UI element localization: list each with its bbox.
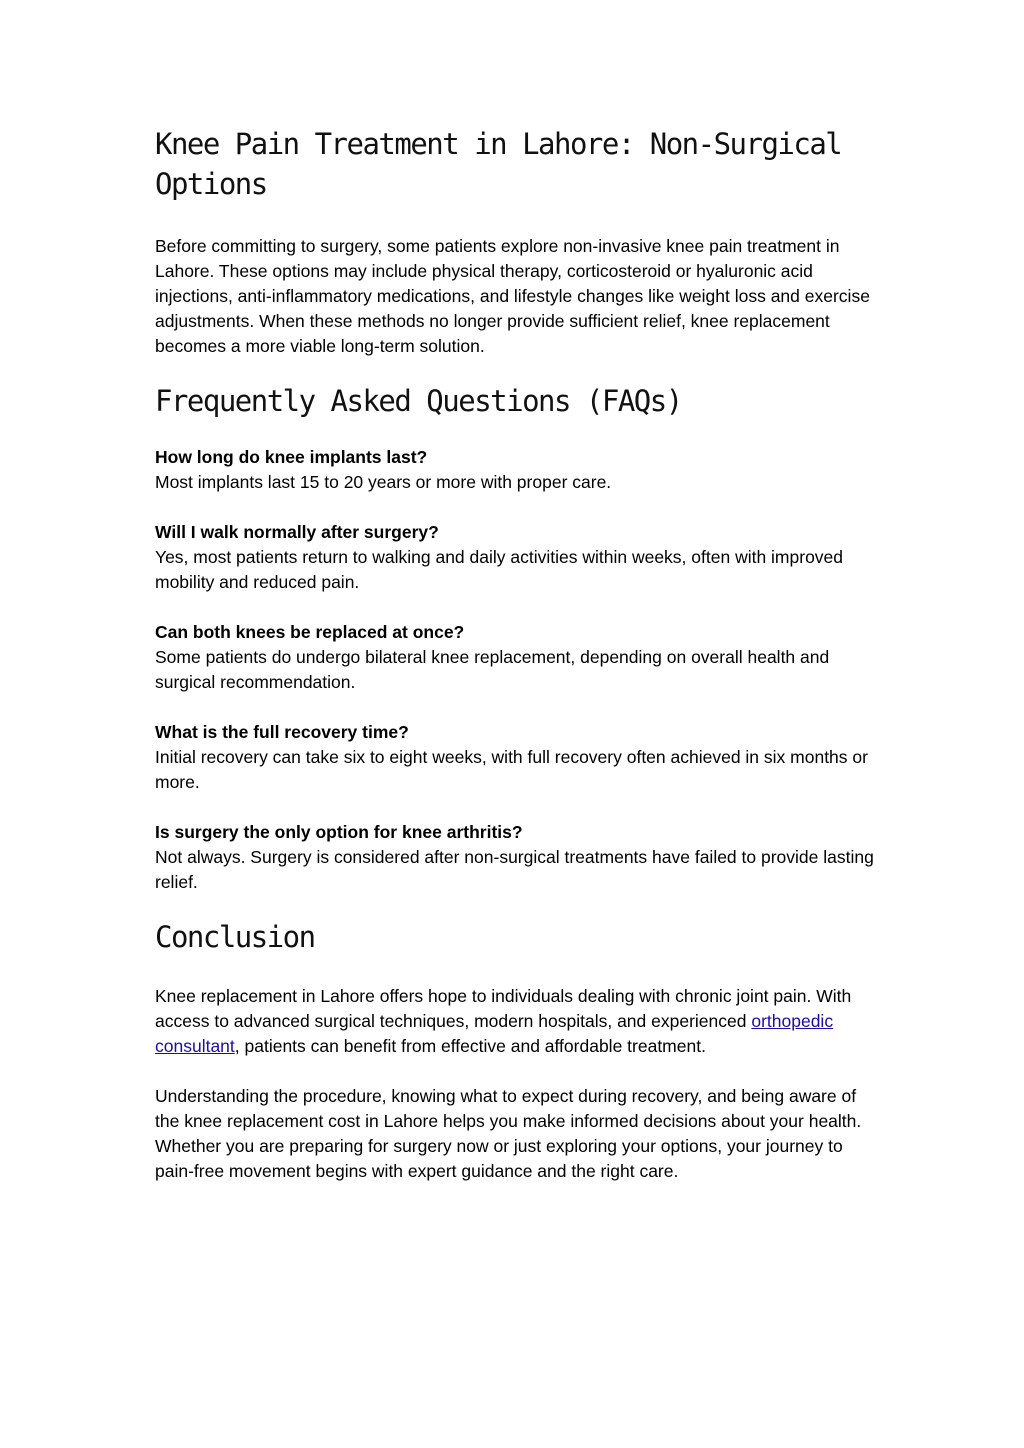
faq-question: Can both knees be replaced at once? bbox=[155, 622, 465, 642]
faq-answer: Initial recovery can take six to eight weeks, with full recovery often achieved in six months or more. bbox=[155, 747, 868, 792]
faq-question: What is the full recovery time? bbox=[155, 722, 409, 742]
faq-answer: Some patients do undergo bilateral knee replacement, depending on overall health and surgical recommendation. bbox=[155, 647, 830, 692]
orthopedic-consultant-link[interactable]: orthopedic consultant bbox=[155, 1011, 834, 1056]
conclusion-paragraph-2: Understanding the procedure, knowing what to expect during recovery, and being aware of the knee replacement cost in Lahore helps you make informed decisions about your health. Whether you are preparing for surgery now or just exploring your options, your journey to pain-free movement begins with expert guidance and the right care. bbox=[155, 1086, 862, 1181]
faq-item bbox=[155, 445, 885, 495]
faq-answer: Most implants last 15 to 20 years or more with proper care. bbox=[155, 472, 612, 492]
faq-item bbox=[155, 820, 885, 895]
non-surgical-options-paragraph: Before committing to surgery, some patients explore non-invasive knee pain treatment in Lahore. These options may include physical therapy, corticosteroid or hyaluronic acid injections, anti-inflammatory medications, and lifestyle changes like weight loss and exercise adjustments. When these methods no longer provide sufficient relief, knee replacement becomes a more viable long-term solution. bbox=[155, 236, 870, 356]
faq-question: Will I walk normally after surgery? bbox=[155, 522, 439, 542]
conclusion-text-before-link: Knee replacement in Lahore offers hope to individuals dealing with chronic joint pain. With access to advanced surgical techniques, modern hospitals, and experienced bbox=[155, 986, 852, 1031]
faq-item bbox=[155, 620, 885, 695]
conclusion-text-after-link: , patients can benefit from effective and affordable treatment. bbox=[234, 1036, 706, 1056]
faq-item bbox=[155, 720, 885, 795]
faq-question: How long do knee implants last? bbox=[155, 447, 428, 467]
faq-question: Is surgery the only option for knee arthritis? bbox=[155, 822, 523, 842]
faq-answer: Yes, most patients return to walking and daily activities within weeks, often with improved mobility and reduced pain. bbox=[155, 547, 844, 592]
faq-answer: Not always. Surgery is considered after non-surgical treatments have failed to provide lasting relief. bbox=[155, 847, 874, 892]
section-title-non-surgical-options: Knee Pain Treatment in Lahore: Non-Surgical Options bbox=[155, 127, 842, 201]
conclusion-paragraph-1 bbox=[155, 984, 885, 1059]
faq-section-title: Frequently Asked Questions (FAQs) bbox=[155, 384, 682, 418]
faq-item bbox=[155, 520, 885, 595]
conclusion-title: Conclusion bbox=[155, 920, 315, 954]
faq-list bbox=[155, 445, 885, 895]
document-page bbox=[155, 124, 885, 1184]
